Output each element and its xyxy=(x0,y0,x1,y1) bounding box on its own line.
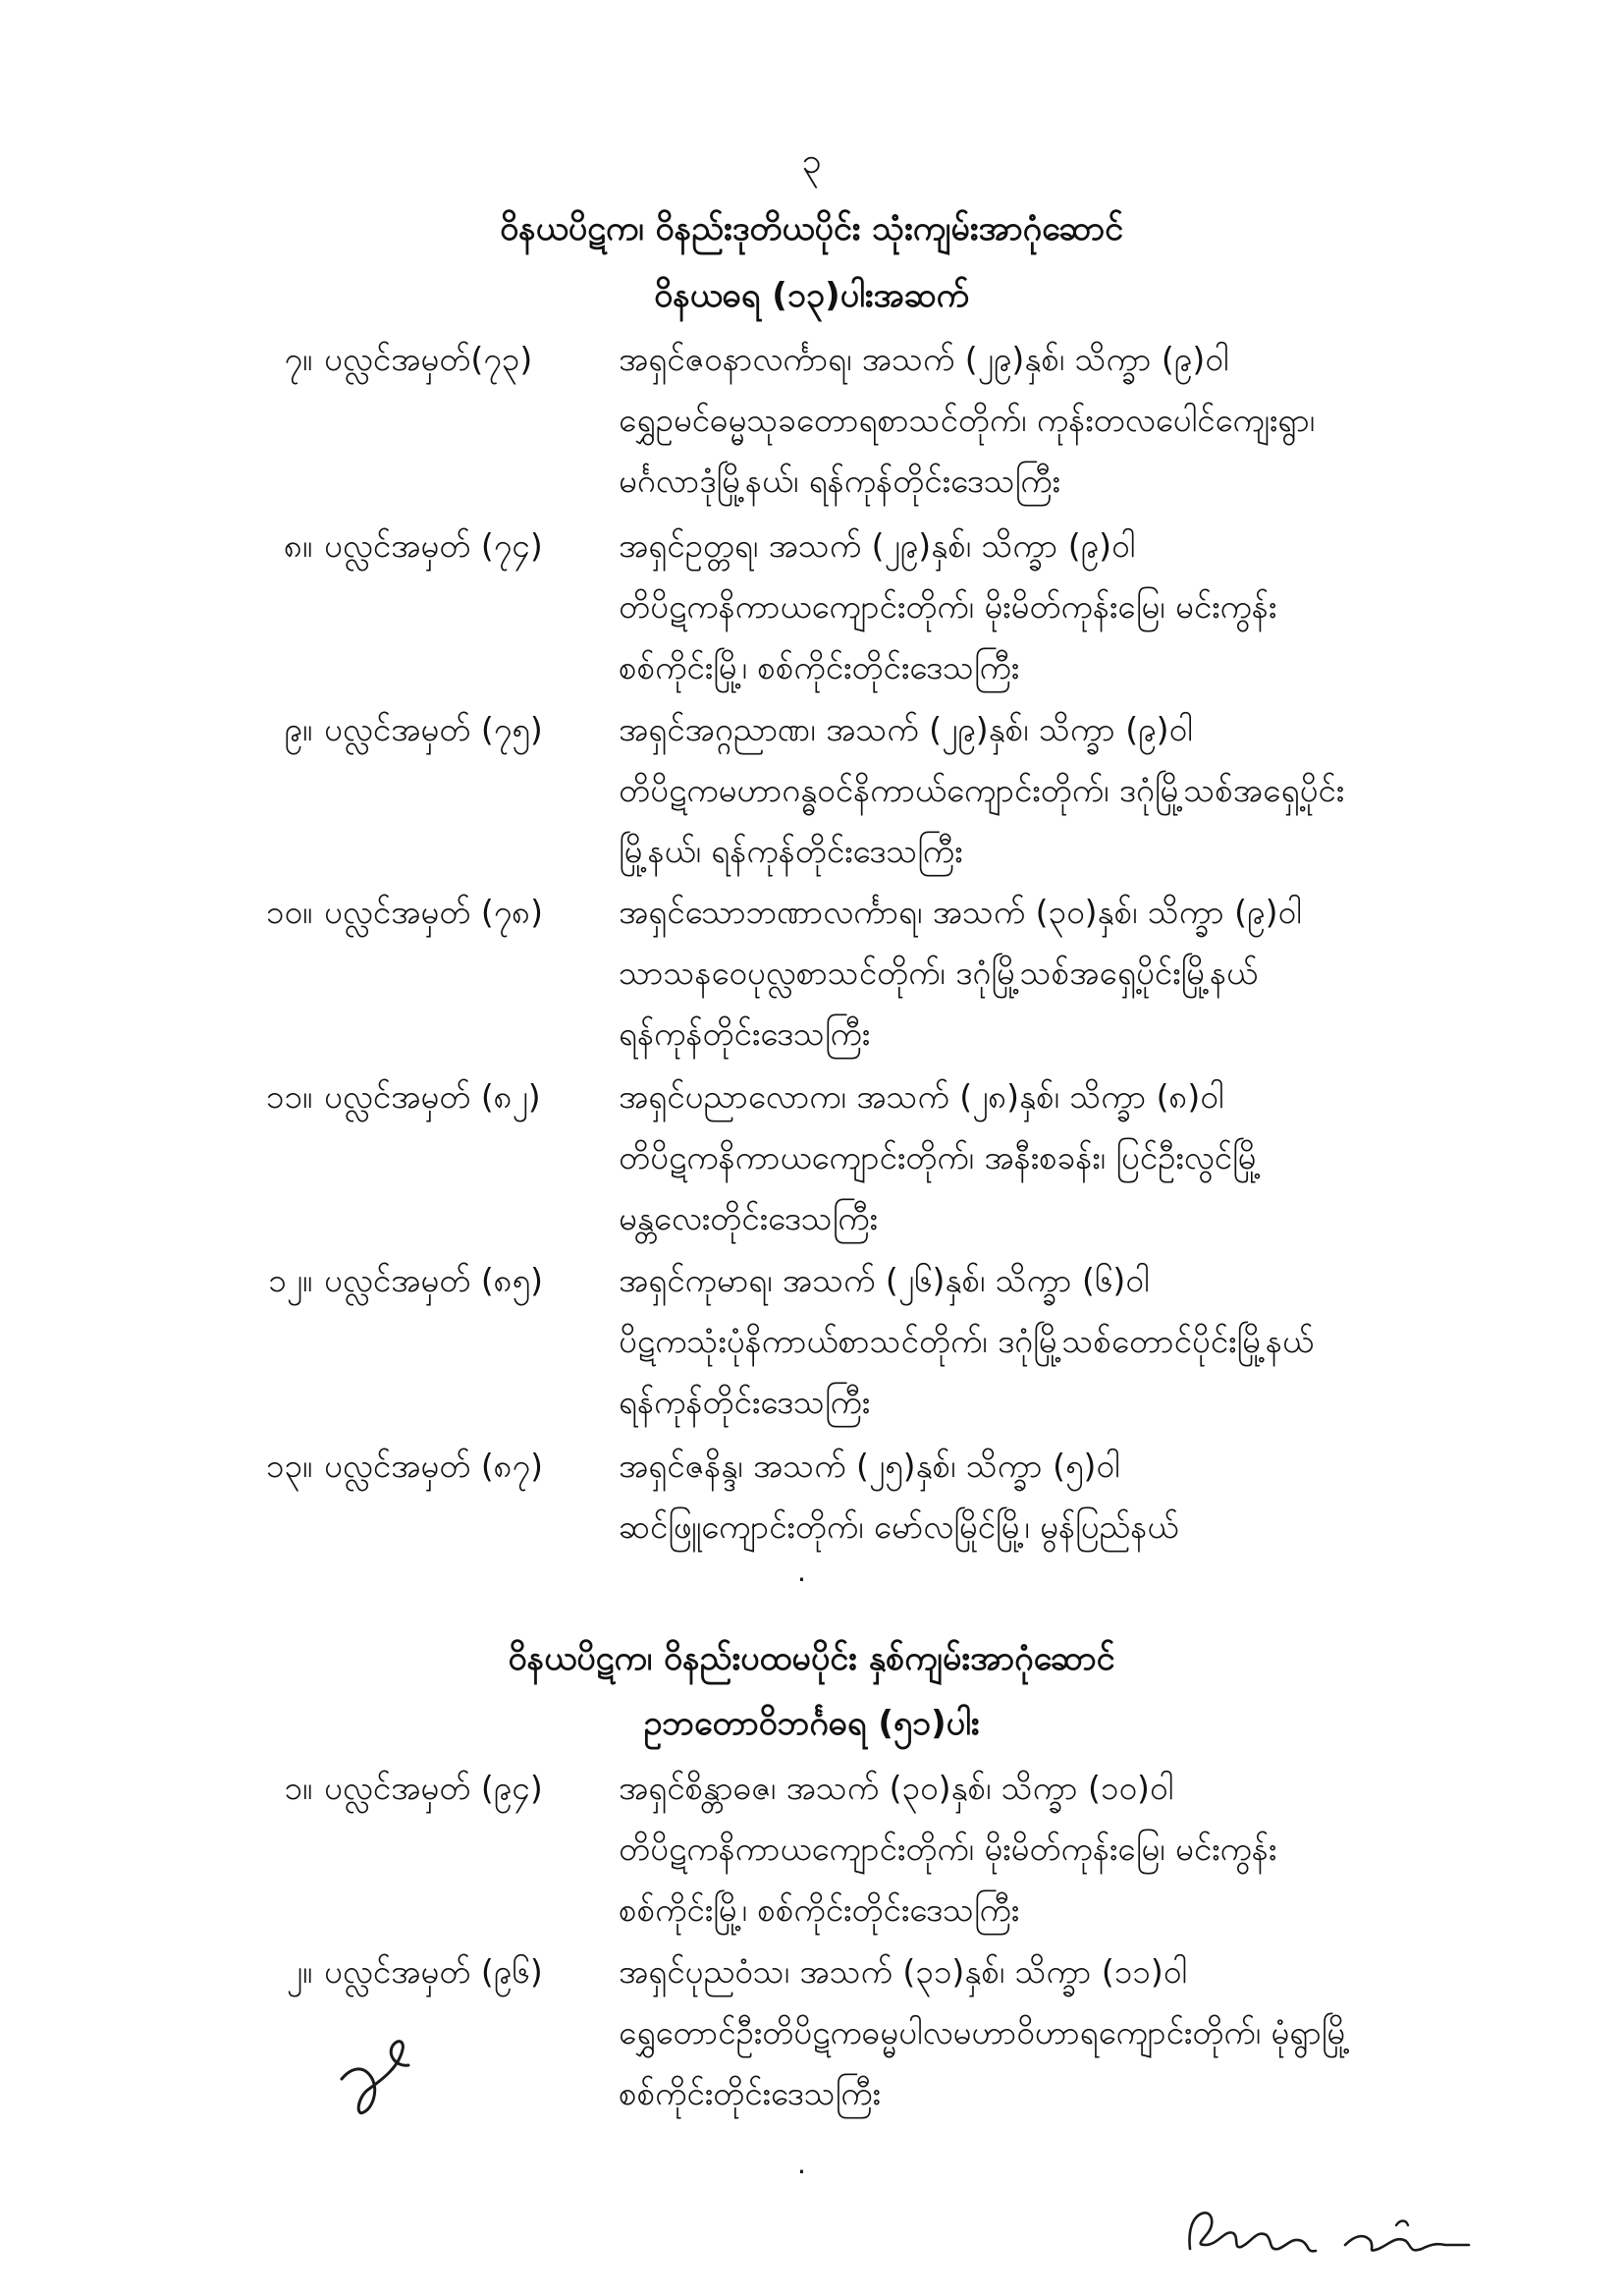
entry-s1-7 xyxy=(0,339,1623,525)
monastery: တိပိဋကမဟာဂန္ဓဝင်နိကာယ်ကျောင်းတိုက်၊ ဒဂုံမြို့သစ်အရှေ့ပိုင်း xyxy=(619,771,1345,809)
monk-name-age: အရှင်ဇနိန္ဒ၊ အသက် (၂၅)နှစ်၊ သိက္ခာ (၅)ဝါ xyxy=(619,1447,1120,1485)
monastery: တိပိဋကနိကာယကျောင်းတိုက်၊ မိုးမိတ်ကုန်းမြေ၊ မင်းကွန်း xyxy=(619,1830,1277,1868)
monk-name-age: အရှင်ဥတ္တရ၊ အသက် (၂၉)နှစ်၊ သိက္ခာ (၉)ဝါ xyxy=(619,526,1136,565)
section-2-title-line2: ဥဘတောဝိဘင်္ဂဓရ (၅၁)ပါး xyxy=(643,1704,980,1743)
seat-number: ပလ္လင်အမှတ် (၇၅) xyxy=(324,710,543,748)
monastery: တိပိဋကနိကာယကျောင်းတိုက်၊ အနီးစခန်း၊ ပြင်ဦးလွင်မြို့ xyxy=(619,1138,1262,1176)
monastery: တိပိဋကနိကာယကျောင်းတိုက်၊ မိုးမိတ်ကုန်းမြေ၊ မင်းကွန်း xyxy=(619,587,1277,626)
entry-s2-1 xyxy=(0,1768,1623,1954)
location: မန္တလေးတိုင်းဒေသကြီး xyxy=(619,1199,878,1237)
monastery: ရွှေတောင်ဦးတိပိဋကဓမ္မပါလမဟာဝိဟာရကျောင်းတိုက်၊ မုံရွာမြို့ xyxy=(619,2013,1351,2051)
entry-number: ၁။ xyxy=(284,1769,312,1807)
handwritten-initial-signature xyxy=(334,2028,442,2126)
monk-name-age: အရှင်သောဘဏာလင်္ကာရ၊ အသက် (၃၀)နှစ်၊ သိက္ခာ (၉)ဝါ xyxy=(619,893,1302,931)
location: ရန်ကုန်တိုင်းဒေသကြီး xyxy=(619,1014,871,1053)
location: စစ်ကိုင်းတိုင်းဒေသကြီး xyxy=(619,2074,881,2112)
stray-mark: · xyxy=(797,1563,806,1596)
entry-number: ၁၂။ xyxy=(268,1261,312,1299)
entry-s1-11 xyxy=(0,1076,1623,1263)
seat-number: ပလ္လင်အမှတ် (၈၂) xyxy=(324,1077,541,1116)
entry-number: ၉။ xyxy=(284,710,312,748)
page-number: ၃ xyxy=(801,141,822,182)
stray-mark: · xyxy=(797,2156,806,2188)
entry-number: ၇။ xyxy=(284,340,312,378)
section-1-title-line2: ဝိနယဓရ (၁၃)ပါးအဆက် xyxy=(654,276,969,315)
monastery: ရွှေဥမင်ဓမ္မသုခတောရစာသင်တိုက်၊ ကုန်းတလပေါင်ကျေးရွာ၊ xyxy=(619,401,1316,439)
seat-number: ပလ္လင်အမှတ် (၇၈) xyxy=(324,893,543,931)
entry-s1-9 xyxy=(0,709,1623,896)
monastery: သာသနဝေပုလ္လစာသင်တိုက်၊ ဒဂုံမြို့သစ်အရှေ့ပိုင်းမြို့နယ် xyxy=(619,954,1259,992)
section-2-title-line1: ဝိနယပိဋက၊ ဝိနည်းပထမပိုင်း နှစ်ကျမ်းအာဂုံဆောင် xyxy=(508,1639,1115,1678)
monastery: ပိဋကသုံးပုံနိကာယ်စာသင်တိုက်၊ ဒဂုံမြို့သစ်တောင်ပိုင်းမြို့နယ် xyxy=(619,1322,1315,1360)
monk-name-age: အရှင်ကုမာရ၊ အသက် (၂၆)နှစ်၊ သိက္ခာ (၆)ဝါ xyxy=(619,1261,1150,1299)
seat-number: ပလ္လင်အမှတ် (၉၄) xyxy=(324,1769,543,1807)
monk-name-age: အရှင်ဇဝနာလင်္ကာရ၊ အသက် (၂၉)နှစ်၊ သိက္ခာ (၉)ဝါ xyxy=(619,340,1229,378)
location: မြို့နယ်၊ ရန်ကုန်တိုင်းဒေသကြီး xyxy=(619,832,963,870)
monk-name-age: အရှင်ပညာလောက၊ အသက် (၂၈)နှစ်၊ သိက္ခာ (၈)ဝါ xyxy=(619,1077,1224,1116)
seat-number: ပလ္လင်အမှတ်(၇၃) xyxy=(324,340,533,378)
entry-s2-2 xyxy=(0,1951,1623,2138)
monk-name-age: အရှင်စိန္တာဓဇ၊ အသက် (၃၀)နှစ်၊ သိက္ခာ (၁၀)ဝါ xyxy=(619,1769,1174,1807)
location: စစ်ကိုင်းမြို့၊ စစ်ကိုင်းတိုင်းဒေသကြီး xyxy=(619,648,1020,686)
location: စစ်ကိုင်းမြို့၊ စစ်ကိုင်းတိုင်းဒေသကြီး xyxy=(619,1890,1020,1929)
entry-s1-13 xyxy=(0,1446,1623,1632)
monk-name-age: အရှင်ပုညဝံသ၊ အသက် (၃၁)နှစ်၊ သိက္ခာ (၁၁)ဝါ xyxy=(619,1952,1187,1991)
monastery-location: ဆင်ဖြူကျောင်းတိုက်၊ မော်လမြိုင်မြို့၊ မွန်ပြည်နယ် xyxy=(619,1507,1179,1546)
seat-number: ပလ္လင်အမှတ် (၇၄) xyxy=(324,526,543,565)
entry-s1-8 xyxy=(0,525,1623,712)
location: ရန်ကုန်တိုင်းဒေသကြီး xyxy=(619,1383,871,1421)
seat-number: ပလ္လင်အမှတ် (၈၇) xyxy=(324,1447,543,1485)
entry-number: ၂။ xyxy=(286,1952,312,1991)
location: မင်္ဂလာဒုံမြို့နယ်၊ ရန်ကုန်တိုင်းဒေသကြီး xyxy=(619,462,1060,500)
monk-name-age: အရှင်အဂ္ဂညာဏ၊ အသက် (၂၉)နှစ်၊ သိက္ခာ (၉)ဝါ xyxy=(619,710,1193,748)
entry-number: ၈။ xyxy=(284,526,312,565)
entry-number: ၁၀။ xyxy=(265,893,312,931)
entry-s1-12 xyxy=(0,1260,1623,1447)
entry-number: ၁၃။ xyxy=(265,1447,312,1485)
seat-number: ပလ္လင်အမှတ် (၈၅) xyxy=(324,1261,543,1299)
section-1-title-line1: ဝိနယပိဋက၊ ဝိနည်းဒုတိယပိုင်း သုံးကျမ်းအာဂုံဆောင် xyxy=(500,209,1123,248)
entry-s1-10 xyxy=(0,892,1623,1078)
handwritten-signature xyxy=(1178,2200,1483,2270)
seat-number: ပလ္လင်အမှတ် (၉၆) xyxy=(324,1952,543,1991)
entry-number: ၁၁။ xyxy=(265,1077,312,1116)
